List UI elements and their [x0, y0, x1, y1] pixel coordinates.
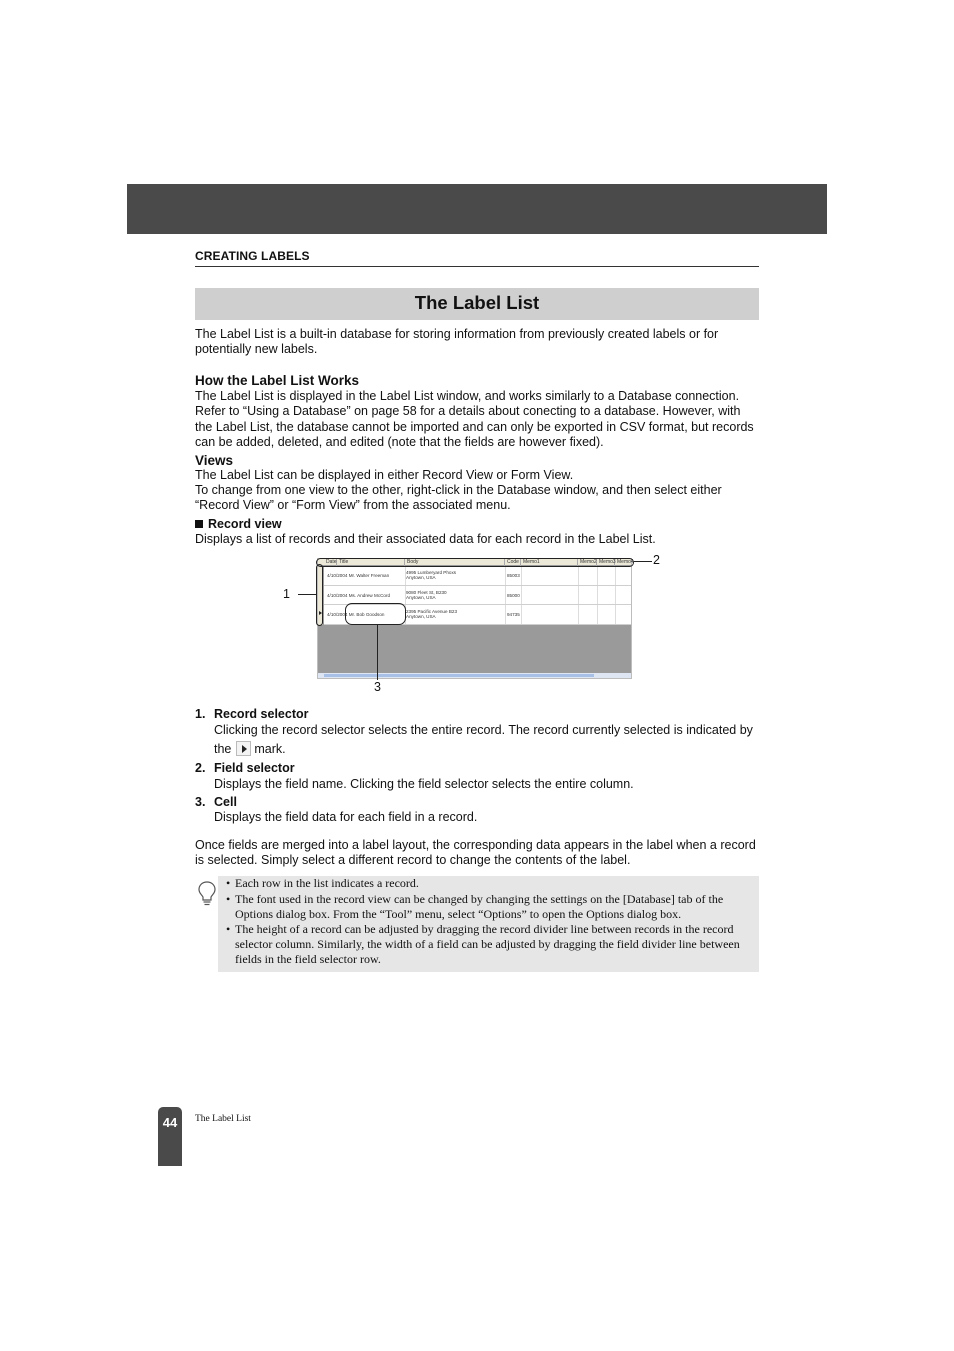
section-divider [195, 266, 759, 267]
field-selector: Code [505, 559, 521, 566]
how-it-works-text: The Label List is displayed in the Label List window, and works similarly to a Database connection. Refer to “Using a Database” on page 58 for a details about conecting to a database. However, with the Label List, the database cannot be imported and can only be exported in CSV format, but records can be added, deleted, and edited (note that the fields are however fixed). [195, 389, 754, 449]
page-number-tab [158, 1107, 182, 1166]
how-it-works-heading: How the Label List Works [195, 373, 360, 388]
field-selector: Body [405, 559, 505, 566]
field-selector-highlight [316, 558, 634, 567]
cell: 4995 Lumberyard Phoxs [406, 570, 457, 575]
cell: Anytown, USA [406, 575, 436, 580]
list-number: 2. [195, 761, 206, 775]
cell: 4/10/2004 Mr. Bob Goodson [327, 612, 385, 617]
list-number: 1. [195, 707, 206, 721]
callout-2: 2 [653, 553, 660, 567]
cell: 2395 Pacific Avenue B23 [406, 609, 457, 614]
cell-title: Cell [214, 795, 237, 809]
views-heading: Views [195, 453, 234, 468]
title-bar [195, 288, 759, 320]
cell: 4/10/2004 Ms. Andrew McCord [327, 593, 391, 598]
field-selector: Date [326, 559, 337, 565]
cell: Anytown, USA [406, 614, 436, 619]
cell: 94735 [507, 612, 520, 617]
intro-paragraph: The Label List is a built-in database for storing information from previously created labels or for potentially new labels. [195, 327, 719, 357]
header-band [127, 184, 827, 234]
square-bullet-icon [195, 520, 203, 528]
list-number: 3. [195, 795, 206, 809]
note-item: • The font used in the record view can be changed by changing the settings on the [Database] tab of the Options dialog box. From the “Tool” menu, select “Options” to open the Options dialog box. [226, 892, 724, 921]
footer-title: The Label List [195, 1114, 251, 1124]
table-row [324, 566, 631, 586]
record-view-heading-text: Record view [208, 517, 282, 531]
cell: Anytown, USA [406, 595, 436, 600]
field-selector: Memo2 [580, 559, 597, 565]
record-view-heading [195, 517, 282, 531]
callout-1-line [298, 594, 317, 595]
cell: 85000 [507, 593, 520, 598]
scrollbar-thumb [324, 674, 594, 677]
cell-desc: Displays the field data for each field in a record. [214, 810, 478, 824]
views-line-2: To change from one view to the other, right-click in the Database window, and then select either “Record View” or “Form View” from the associated menu. [195, 483, 722, 513]
cell: 85003 [507, 573, 520, 578]
cell: 9080 Fleet St, B230 [406, 590, 447, 595]
page-number: 44 [162, 1115, 178, 1130]
cell: 4/10/2004 Mr. Walter Freeman [327, 573, 390, 578]
lightbulb-icon [197, 880, 217, 908]
empty-area [318, 625, 631, 673]
note-item: • Each row in the list indicates a record. [226, 876, 419, 890]
callout-3: 3 [374, 680, 381, 694]
views-line-1: The Label List can be displayed in either Record View or Form View. [195, 468, 574, 482]
page-title: The Label List [414, 292, 540, 313]
record-selector-desc: Clicking the record selector selects the entire record. The record currently selected is indicated by the mark. [214, 723, 753, 756]
note-item: • The height of a record can be adjusted by dragging the record divider line between records in the record selector column. Similarly, the width of a field can be adjusted by dragging the field divider line between fields in the field selector row. [226, 922, 740, 966]
callout-2-line [634, 561, 652, 562]
field-selector: Memo1 [521, 559, 578, 566]
field-selector: Title [337, 559, 405, 566]
cell-highlight [345, 603, 406, 625]
field-selector-title: Field selector [214, 761, 295, 775]
callout-1: 1 [283, 587, 290, 601]
record-pointer-mark-icon [236, 741, 251, 756]
section-label: CREATING LABELS [195, 249, 310, 263]
closing-paragraph: Once fields are merged into a label layout, the corresponding data appears in the label when a record is selected. Simply select a different record to change the contents of the label. [195, 838, 756, 868]
record-selector-highlight [316, 564, 323, 626]
record-selector-title: Record selector [214, 707, 309, 721]
field-selector-desc: Displays the field name. Clicking the field selector selects the entire column. [214, 777, 634, 791]
field-selector: Memo3 [599, 559, 616, 565]
callout-3-line [377, 625, 378, 680]
record-view-text: Displays a list of records and their associated data for each record in the Label List. [195, 532, 656, 546]
field-selector: Memo4 [617, 559, 634, 565]
